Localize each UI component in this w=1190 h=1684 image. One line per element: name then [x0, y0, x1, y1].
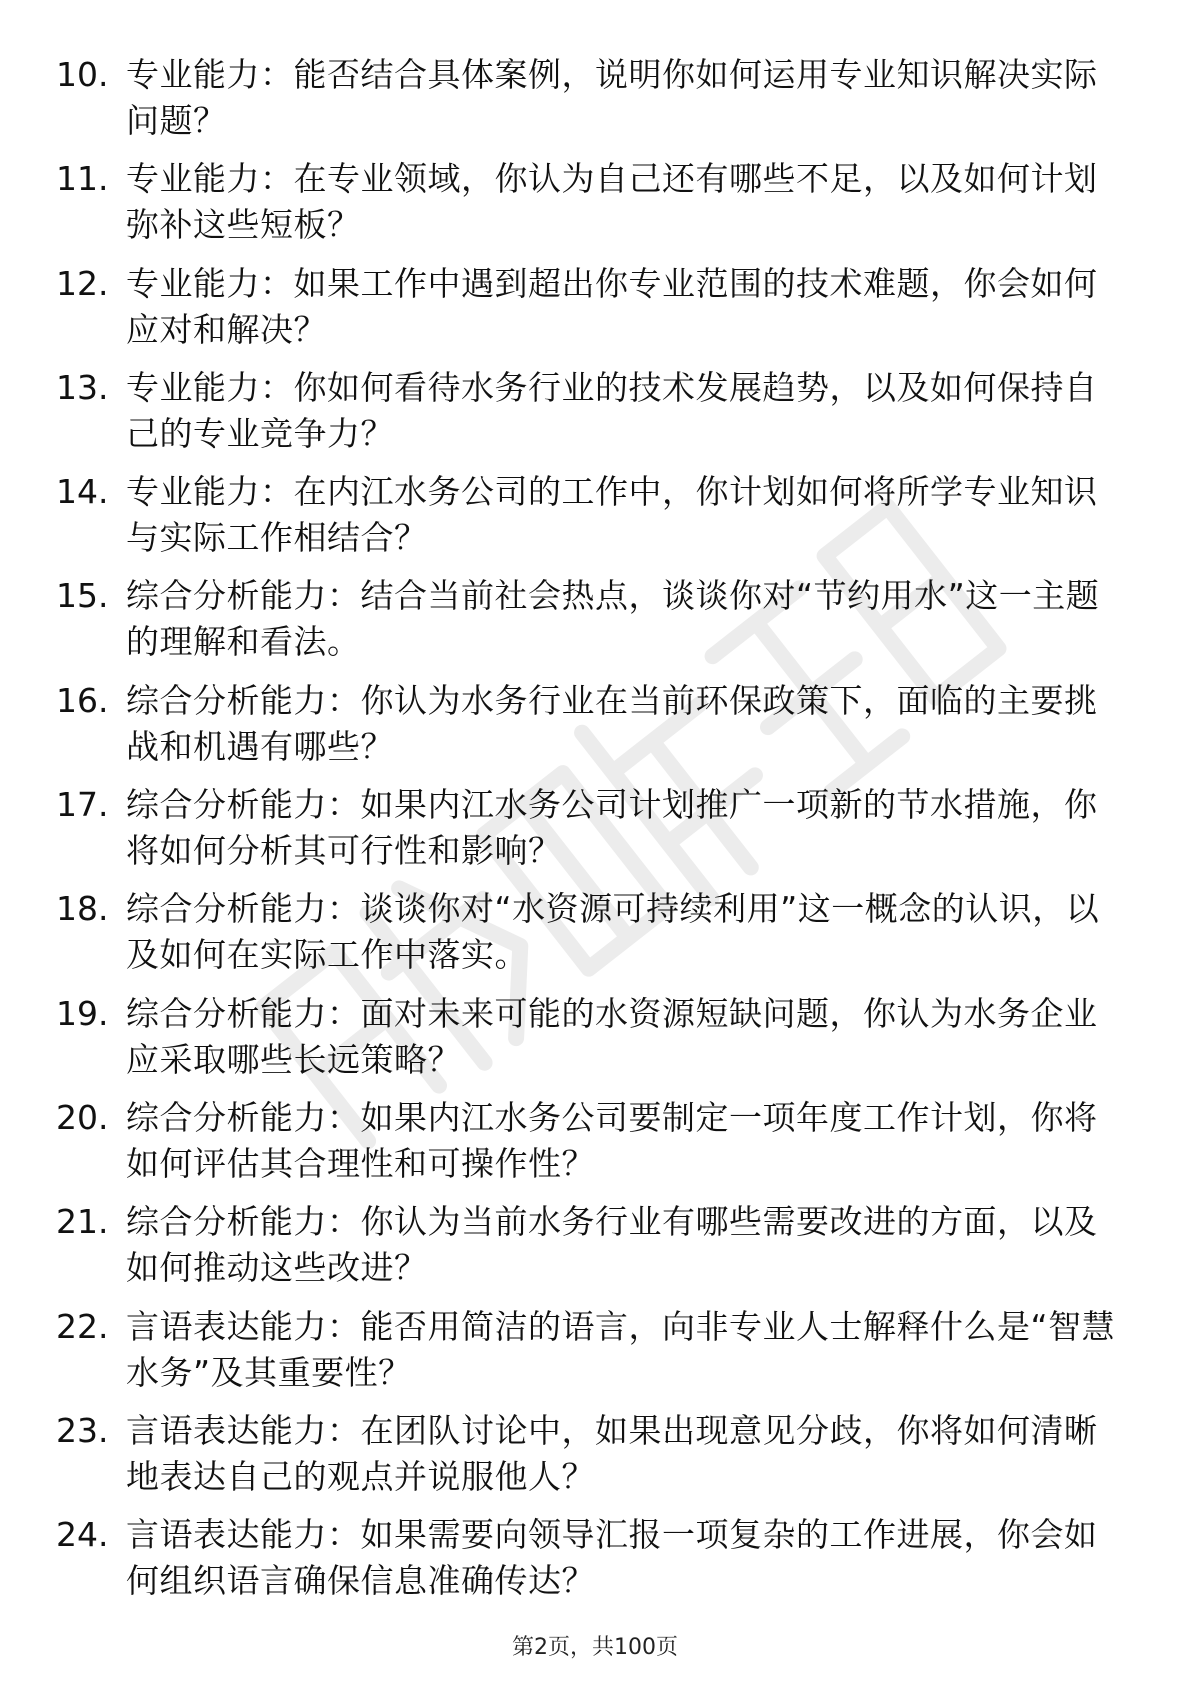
question-text: 综合分析能力：谈谈你对“水资源可持续利用”这一概念的认识，以及如何在实际工作中落实。 [126, 889, 1100, 975]
page-footer [0, 1630, 1190, 1661]
question-text: 综合分析能力：如果内江水务公司计划推广一项新的节水措施，你将如何分析其可行性和影响？ [126, 785, 1098, 871]
question-item [56, 886, 1136, 990]
question-number: 24. [56, 1515, 109, 1555]
question-text: 综合分析能力：面对未来可能的水资源短缺问题，你认为水务企业应采取哪些长远策略？ [126, 993, 1098, 1079]
question-number: 13. [56, 367, 109, 407]
question-item [56, 1512, 1136, 1616]
question-number: 16. [56, 680, 109, 720]
question-text: 综合分析能力：结合当前社会热点，谈谈你对“节约用水”这一主题的理解和看法。 [126, 576, 1100, 662]
question-item [56, 678, 1136, 782]
question-item [56, 156, 1136, 260]
question-text: 专业能力：在专业领域，你认为自己还有哪些不足，以及如何计划弥补这些短板？ [126, 159, 1098, 245]
question-list [56, 52, 1136, 1616]
question-number: 11. [56, 159, 109, 199]
question-text: 言语表达能力：如果需要向领导汇报一项复杂的工作进展，你会如何组织语言确保信息准确传达？ [126, 1515, 1098, 1601]
question-text: 言语表达能力：能否用简洁的语言，向非专业人士解释什么是“智慧水务”及其重要性？ [126, 1306, 1116, 1392]
question-number: 17. [56, 785, 109, 825]
question-text: 专业能力：你如何看待水务行业的技术发展趋势，以及如何保持自己的专业竞争力？ [126, 367, 1098, 453]
question-item [56, 1095, 1136, 1199]
question-item [56, 469, 1136, 573]
question-text: 专业能力：在内江水务公司的工作中，你计划如何将所学专业知识与实际工作相结合？ [126, 472, 1098, 558]
question-text: 综合分析能力：你认为当前水务行业有哪些需要改进的方面，以及如何推动这些改进？ [126, 1202, 1098, 1288]
question-number: 19. [56, 993, 109, 1033]
page-number-label: 第2页，共100页 [512, 1635, 678, 1660]
question-item [56, 991, 1136, 1095]
question-item [56, 1199, 1136, 1303]
question-text: 言语表达能力：在团队讨论中，如果出现意见分歧，你将如何清晰地表达自己的观点并说服他人？ [126, 1410, 1098, 1496]
question-item [56, 261, 1136, 365]
question-number: 15. [56, 576, 109, 616]
question-text: 专业能力：能否结合具体案例，说明你如何运用专业知识解决实际问题？ [126, 55, 1098, 140]
question-text: 综合分析能力：你认为水务行业在当前环保政策下，面临的主要挑战和机遇有哪些？ [126, 680, 1098, 766]
question-number: 12. [56, 263, 109, 303]
question-item [56, 573, 1136, 677]
question-text: 综合分析能力：如果内江水务公司要制定一项年度工作计划，你将如何评估其合理性和可操作性？ [126, 1097, 1098, 1183]
question-number: 18. [56, 889, 109, 929]
question-number: 23. [56, 1410, 109, 1450]
question-item [56, 52, 1136, 156]
question-text: 专业能力：如果工作中遇到超出你专业范围的技术难题，你会如何应对和解决？ [126, 263, 1098, 349]
question-item [56, 365, 1136, 469]
question-number: 14. [56, 472, 109, 512]
question-number: 20. [56, 1097, 109, 1137]
question-number: 21. [56, 1202, 109, 1242]
question-item [56, 782, 1136, 886]
question-number: 22. [56, 1306, 109, 1346]
question-item [56, 1408, 1136, 1512]
question-item [56, 1304, 1136, 1408]
question-number: 10. [56, 55, 109, 94]
